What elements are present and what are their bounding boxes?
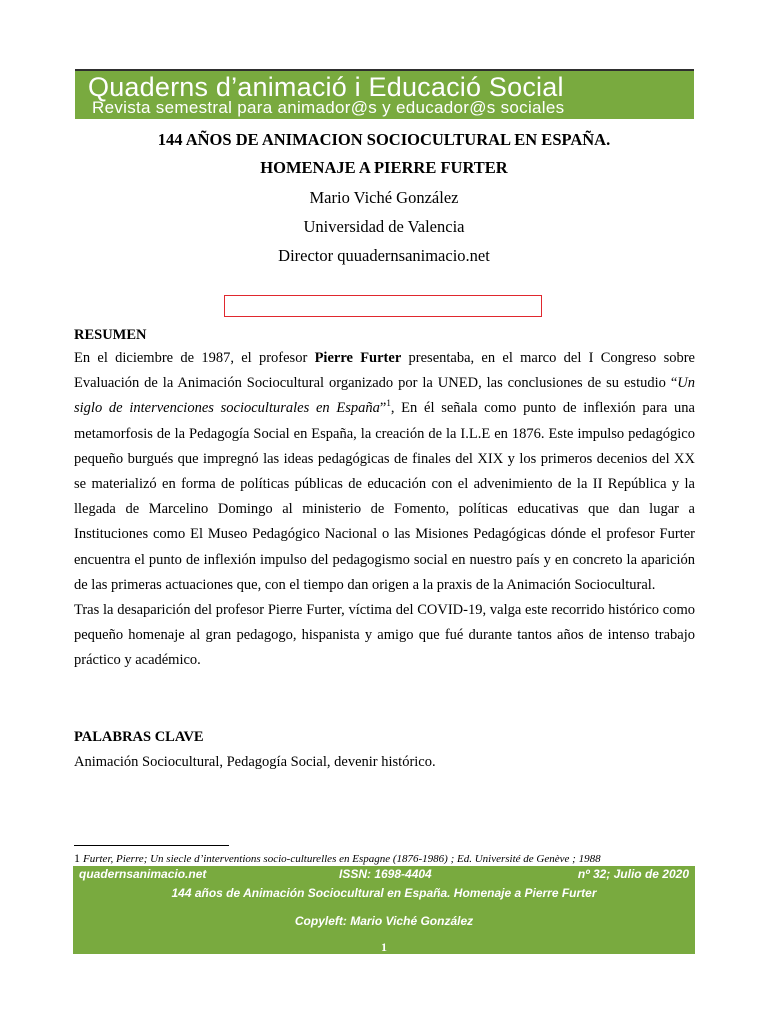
- empty-highlight-box: [224, 295, 542, 317]
- page-footer: [73, 866, 695, 954]
- abstract-paragraph-1: [74, 346, 695, 598]
- article-title-line-2: HOMENAJE A PIERRE FURTER: [260, 158, 508, 177]
- footnote-number: 1: [74, 851, 80, 865]
- author-affiliation: Universidad de Valencia: [303, 217, 465, 236]
- footnote-text: Furter, Pierre; Un siecle d’interventions socio-culturelles en Espagne (1876-1986) ; Ed. Université de Genève ; 1988: [83, 853, 601, 865]
- keywords-text: Animación Sociocultural, Pedagogía Social, devenir histórico.: [74, 754, 436, 770]
- abstract-text: , En él señala como punto de inflexión para una metamorfosis de la Pedagogía Social en España, la creación de la I.L.E en 1876. Este impulso pedagógico pequeño burgués que impregnó las ideas pedagógicas de finales del XIX y los primeros decenios del XX se materializó en forma de políticas públicas de educación con el advenimiento de la II República y la llegada de Marcelino Domingo al ministerio de Fomento, políticas educativas que dan lugar a Instituciones como El Museo Pedagógico Nacional o las Misiones Pedagógicas dónde el profesor Furter encuentra el punto de inflexión impulso del pedagogismo social en nuestro país y en concreto la aparición de las primeras actuaciones que, con el tiempo dan origen a la praxis de la Animación Sociocultural.: [74, 400, 695, 593]
- article-title-line-1: 144 AÑOS DE ANIMACION SOCIOCULTURAL EN ESPAÑA.: [157, 130, 611, 149]
- abstract-paragraph-2: Tras la desaparición del profesor Pierre Furter, víctima del COVID-19, valga este recorrido histórico como pequeño homenaje al gran pedagogo, hispanista y amigo que fué durante tantos años de intenso trabajo práctico y académico.: [74, 602, 695, 669]
- journal-title: Quaderns d’animació i Educació Social: [88, 72, 564, 102]
- footer-issn: ISSN: 1698-4404: [339, 867, 432, 881]
- author-role: Director quuadernsanimacio.net: [278, 246, 490, 265]
- author-name: Mario Viché González: [309, 188, 459, 207]
- footnote: [74, 850, 699, 867]
- cited-work-title: Un siglo de intervenciones socioculturales en España: [74, 375, 695, 417]
- footer-article-title: 144 años de Animación Sociocultural en España. Homenaje a Pierre Furter: [171, 886, 597, 900]
- footer-site[interactable]: quadernsanimacio.net: [79, 867, 207, 881]
- journal-subtitle: Revista semestral para animador@s y educador@s sociales: [92, 98, 565, 117]
- abstract-heading: RESUMEN: [74, 327, 147, 343]
- abstract-body: [74, 346, 695, 674]
- journal-banner: [75, 69, 694, 119]
- page-number: 1: [381, 940, 387, 954]
- footer-issue: nº 32; Julio de 2020: [577, 867, 689, 881]
- footer-copyleft: Copyleft: Mario Viché González: [294, 914, 474, 928]
- footnote-separator: [74, 845, 229, 846]
- keywords-heading: PALABRAS CLAVE: [74, 729, 204, 745]
- quote-mark: ”: [379, 400, 387, 417]
- footnote-reference[interactable]: 1: [386, 398, 391, 409]
- abstract-text: presentaba, en el marco del I Congreso sobre Evaluación de la Animación Sociocultural organizado por la UNED, las conclusiones de su estudio “: [74, 350, 695, 392]
- author-mention: Pierre Furter: [314, 350, 402, 366]
- abstract-text: En el diciembre de 1987, el profesor: [74, 350, 315, 366]
